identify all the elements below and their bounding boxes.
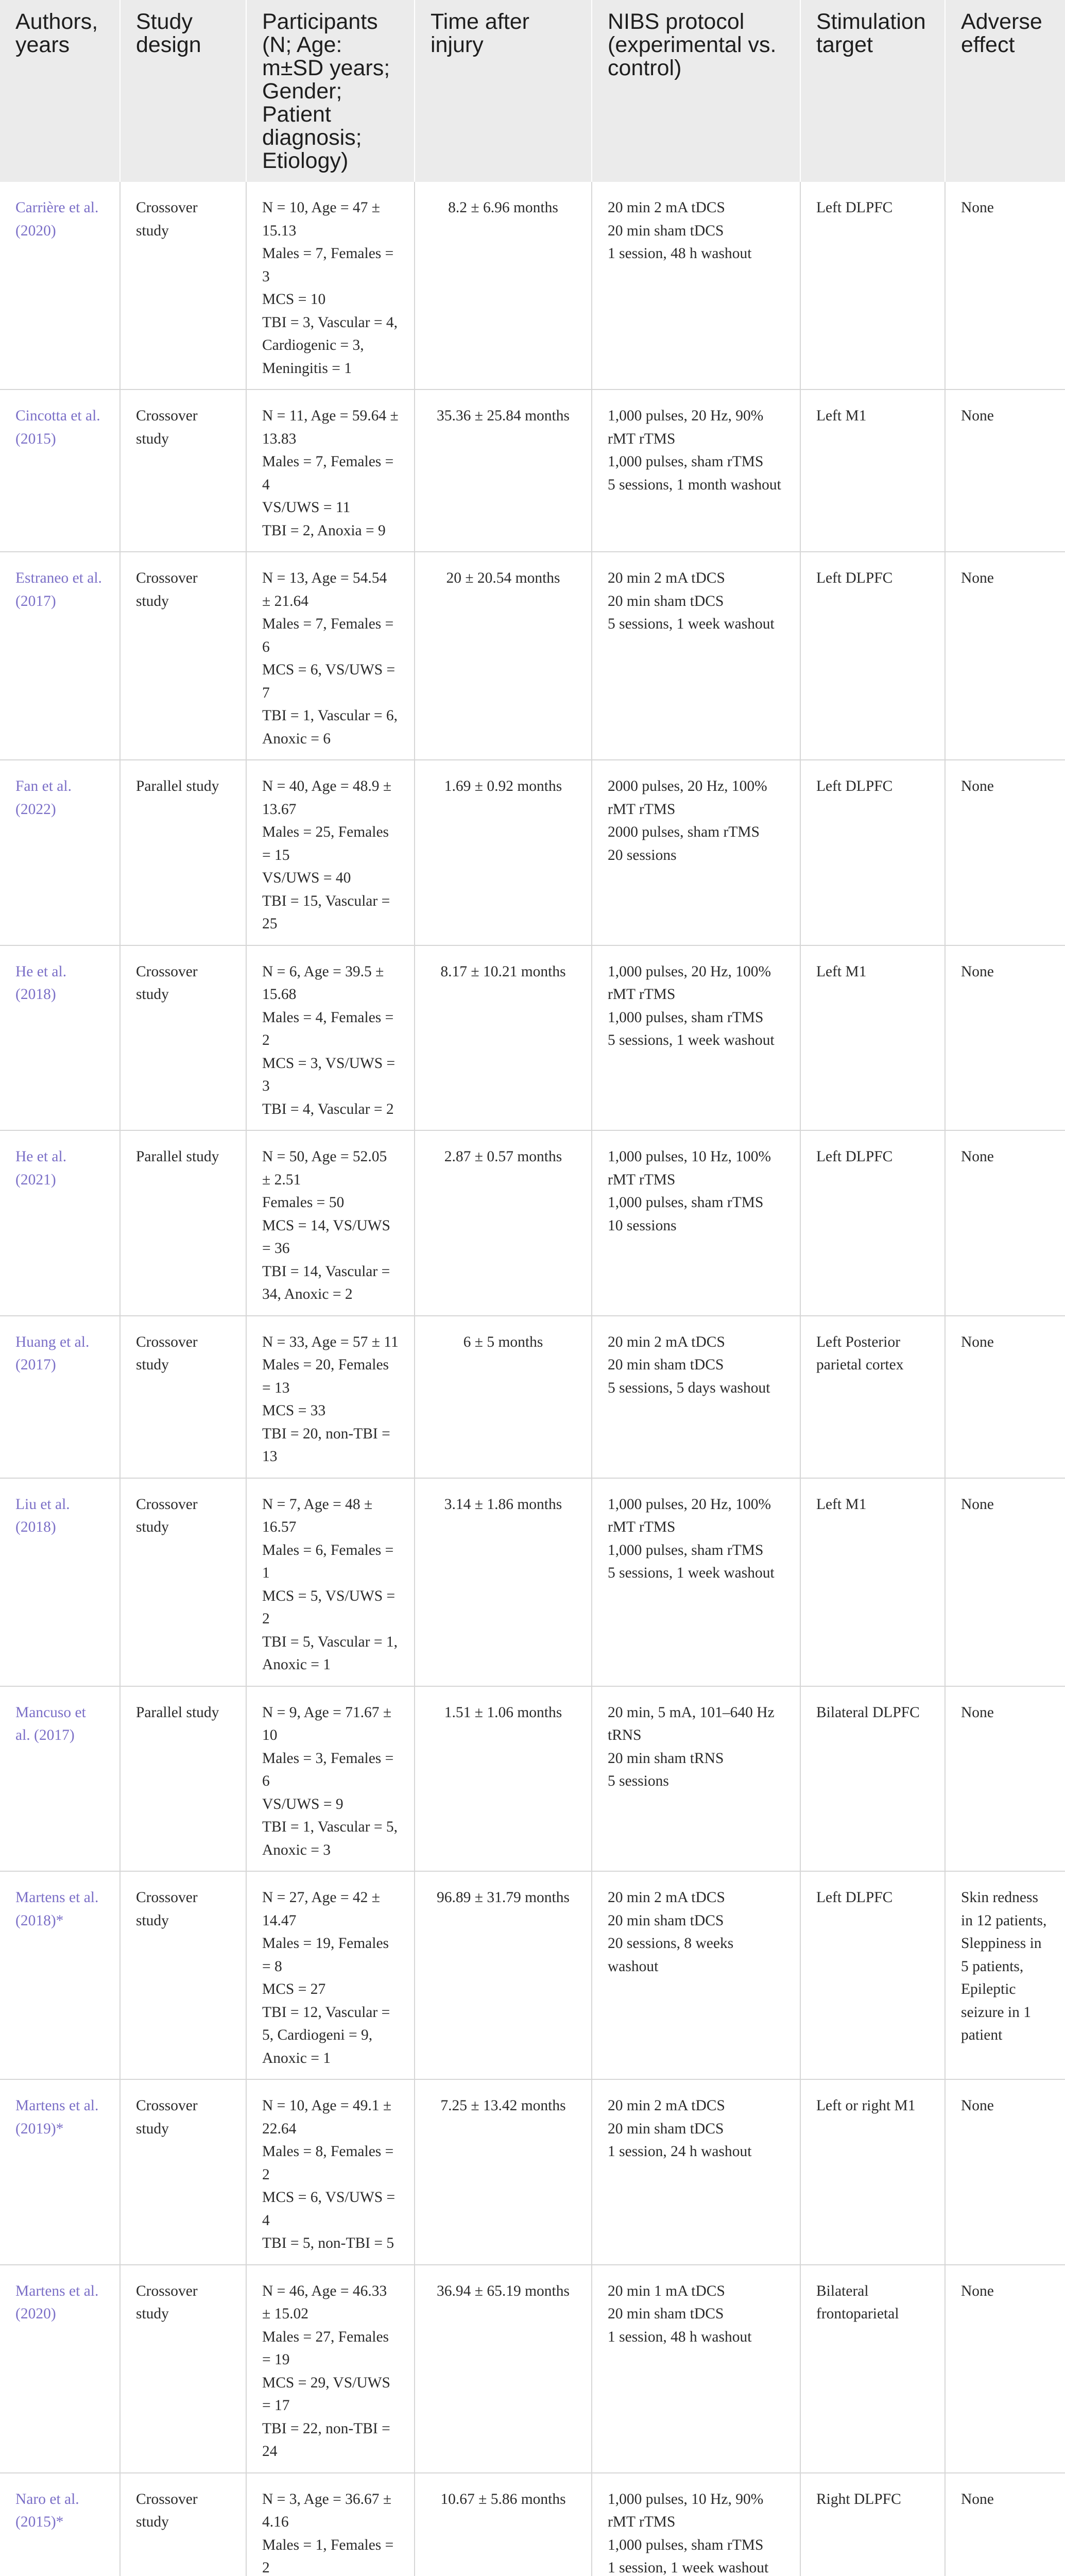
participants-line: N = 40, Age = 48.9 ± 13.67 <box>262 778 392 818</box>
cell-author[interactable]: Fan et al. (2022) <box>0 760 120 945</box>
cell-target: Left M1 <box>800 389 945 552</box>
cell-protocol <box>592 1130 800 1316</box>
participants-line: N = 11, Age = 59.64 ± 13.83 <box>262 408 399 447</box>
participants-line: TBI = 5, non-TBI = 5 <box>262 2235 394 2251</box>
participants-line: VS/UWS = 9 <box>262 1795 343 1812</box>
participants-line: N = 3, Age = 36.67 ± 4.16 <box>262 2490 392 2530</box>
participants-line: Females = 50 <box>262 1194 345 1211</box>
adverse-line: None <box>961 570 994 586</box>
header-row <box>0 0 1065 182</box>
protocol-line: 20 sessions, 8 weeks washout <box>608 1935 734 1975</box>
adverse-line: Epileptic seizure in 1 patient <box>961 1981 1031 2043</box>
protocol-line: 1,000 pulses, sham rTMS <box>608 2536 764 2553</box>
cell-protocol <box>592 182 800 389</box>
cell-target: Left DLPFC <box>800 760 945 945</box>
cell-author[interactable]: Martens et al. (2019)* <box>0 2079 120 2265</box>
cell-design: Parallel study <box>120 1130 246 1316</box>
protocol-line: 20 min sham tRNS <box>608 1750 724 1767</box>
participants-line: MCS = 10 <box>262 291 326 308</box>
participants-line: N = 13, Age = 54.54 ± 21.64 <box>262 570 387 609</box>
participants-line: Males = 27, Females = 19 <box>262 2328 389 2368</box>
participants-line: MCS = 6, VS/UWS = 4 <box>262 2189 396 2229</box>
participants-line: Males = 7, Females = 6 <box>262 616 394 655</box>
cell-protocol <box>592 2265 800 2473</box>
participants-line: Males = 4, Females = 2 <box>262 1009 394 1048</box>
cell-author[interactable]: Martens et al. (2020) <box>0 2265 120 2473</box>
protocol-line: 20 min sham tDCS <box>608 2120 724 2137</box>
cell-adverse <box>945 945 1065 1131</box>
cell-protocol <box>592 552 800 760</box>
participants-line: N = 10, Age = 49.1 ± 22.64 <box>262 2097 392 2137</box>
adverse-line: Sleppiness in 5 patients, <box>961 1935 1042 1975</box>
cell-author[interactable]: Huang et al. (2017) <box>0 1316 120 1478</box>
cell-participants <box>246 1871 415 2079</box>
protocol-line: 2000 pulses, sham rTMS <box>608 824 760 840</box>
cell-design: Crossover study <box>120 1478 246 1686</box>
adverse-line: Skin redness in 12 patients, <box>961 1889 1047 1929</box>
header-adverse: Adverse effect <box>945 0 1065 182</box>
adverse-line: None <box>961 408 994 424</box>
cell-design: Crossover study <box>120 552 246 760</box>
protocol-line: 2000 pulses, 20 Hz, 100% rMT rTMS <box>608 778 767 818</box>
participants-line: MCS = 5, VS/UWS = 2 <box>262 1587 396 1627</box>
participants-line: N = 46, Age = 46.33 ± 15.02 <box>262 2282 387 2322</box>
cell-protocol <box>592 1686 800 1872</box>
protocol-line: 20 min 2 mA tDCS <box>608 570 725 586</box>
protocol-line: 5 sessions, 1 week washout <box>608 1565 775 1581</box>
participants-line: N = 7, Age = 48 ± 16.57 <box>262 1496 373 1535</box>
cell-time: 20 ± 20.54 months <box>415 552 592 760</box>
protocol-line: 20 min sham tDCS <box>608 222 724 239</box>
cell-design: Crossover study <box>120 182 246 389</box>
table-row <box>0 2265 1065 2473</box>
participants-line: Males = 3, Females = 6 <box>262 1750 394 1789</box>
protocol-line: 5 sessions, 1 month washout <box>608 476 781 493</box>
adverse-line: None <box>961 963 994 980</box>
participants-line: Males = 7, Females = 4 <box>262 453 394 493</box>
protocol-line: 1,000 pulses, 20 Hz, 100% rMT rTMS <box>608 963 771 1003</box>
protocol-line: 20 min sham tDCS <box>608 2306 724 2322</box>
protocol-line: 20 min 1 mA tDCS <box>608 2282 725 2299</box>
cell-design: Crossover study <box>120 389 246 552</box>
cell-adverse <box>945 1130 1065 1316</box>
protocol-line: 20 min 2 mA tDCS <box>608 1333 725 1350</box>
cell-participants <box>246 182 415 389</box>
protocol-line: 20 sessions <box>608 846 677 863</box>
participants-line: N = 33, Age = 57 ± 11 <box>262 1333 399 1350</box>
cell-author[interactable]: He et al. (2018) <box>0 945 120 1131</box>
participants-line: TBI = 20, non-TBI = 13 <box>262 1425 390 1465</box>
cell-target: Left or right M1 <box>800 2079 945 2265</box>
cell-target: Left Posterior parietal cortex <box>800 1316 945 1478</box>
protocol-line: 10 sessions <box>608 1217 677 1234</box>
participants-line: N = 50, Age = 52.05 ± 2.51 <box>262 1148 387 1188</box>
protocol-line: 20 min sham tDCS <box>608 1912 724 1929</box>
participants-line: N = 27, Age = 42 ± 14.47 <box>262 1889 380 1929</box>
header-target: Stimulation target <box>800 0 945 182</box>
protocol-line: 1,000 pulses, sham rTMS <box>608 453 764 470</box>
protocol-line: 5 sessions, 1 week washout <box>608 616 775 632</box>
protocol-line: 20 min 2 mA tDCS <box>608 1889 725 1906</box>
participants-line: Males = 1, Females = 2 <box>262 2536 394 2576</box>
protocol-line: 1 session, 48 h washout <box>608 245 752 262</box>
cell-target: Left DLPFC <box>800 182 945 389</box>
cell-participants <box>246 1130 415 1316</box>
participants-line: MCS = 14, VS/UWS = 36 <box>262 1217 390 1257</box>
cell-adverse <box>945 1478 1065 1686</box>
participants-line: MCS = 29, VS/UWS = 17 <box>262 2374 390 2414</box>
adverse-line: None <box>961 2490 994 2507</box>
cell-adverse <box>945 1686 1065 1872</box>
table-row <box>0 1478 1065 1686</box>
participants-line: TBI = 5, Vascular = 1, Anoxic = 1 <box>262 1633 398 1673</box>
participants-line: MCS = 6, VS/UWS = 7 <box>262 662 396 701</box>
cell-protocol <box>592 945 800 1131</box>
cell-time: 8.17 ± 10.21 months <box>415 945 592 1131</box>
cell-time: 3.14 ± 1.86 months <box>415 1478 592 1686</box>
cell-protocol <box>592 2079 800 2265</box>
protocol-line: 1,000 pulses, sham rTMS <box>608 1541 764 1558</box>
protocol-line: 1,000 pulses, sham rTMS <box>608 1009 764 1026</box>
participants-line: Males = 25, Females = 15 <box>262 824 389 863</box>
participants-line: TBI = 1, Vascular = 5, Anoxic = 3 <box>262 1819 398 1858</box>
cell-author[interactable]: Naro et al. (2015)* <box>0 2473 120 2576</box>
cell-time: 8.2 ± 6.96 months <box>415 182 592 389</box>
cell-participants <box>246 1316 415 1478</box>
cell-adverse <box>945 552 1065 760</box>
participants-line: Males = 7, Females = 3 <box>262 245 394 285</box>
cell-target: Left M1 <box>800 945 945 1131</box>
cell-protocol <box>592 760 800 945</box>
participants-line: TBI = 3, Vascular = 4, Cardiogenic = 3, Meningitis = 1 <box>262 314 398 377</box>
participants-line: TBI = 2, Anoxia = 9 <box>262 522 386 539</box>
header-time: Time after injury <box>415 0 592 182</box>
cell-design: Crossover study <box>120 2079 246 2265</box>
table-row <box>0 389 1065 552</box>
participants-line: TBI = 22, non-TBI = 24 <box>262 2420 390 2460</box>
participants-line: MCS = 33 <box>262 1402 326 1419</box>
adverse-line: None <box>961 778 994 794</box>
protocol-line: 1,000 pulses, 20 Hz, 90% rMT rTMS <box>608 408 764 447</box>
participants-line: Males = 8, Females = 2 <box>262 2143 394 2183</box>
cell-author[interactable]: He et al. (2021) <box>0 1130 120 1316</box>
cell-adverse <box>945 182 1065 389</box>
participants-line: TBI = 14, Vascular = 34, Anoxic = 2 <box>262 1263 390 1302</box>
adverse-line: None <box>961 1496 994 1513</box>
protocol-line: 20 min 2 mA tDCS <box>608 199 725 216</box>
table-row <box>0 1130 1065 1316</box>
cell-target: Left DLPFC <box>800 552 945 760</box>
protocol-line: 5 sessions, 1 week washout <box>608 1032 775 1048</box>
cell-protocol <box>592 1871 800 2079</box>
protocol-line: 1,000 pulses, sham rTMS <box>608 1194 764 1211</box>
participants-line: N = 9, Age = 71.67 ± 10 <box>262 1704 392 1743</box>
cell-design: Crossover study <box>120 2265 246 2473</box>
table-row <box>0 760 1065 945</box>
participants-line: TBI = 4, Vascular = 2 <box>262 1100 394 1117</box>
table-row <box>0 1871 1065 2079</box>
cell-time: 10.67 ± 5.86 months <box>415 2473 592 2576</box>
adverse-line: None <box>961 2097 994 2114</box>
adverse-line: None <box>961 1704 994 1721</box>
cell-design: Crossover study <box>120 1316 246 1478</box>
cell-protocol <box>592 2473 800 2576</box>
cell-target: Left DLPFC <box>800 1871 945 2079</box>
protocol-line: 20 min 2 mA tDCS <box>608 2097 725 2114</box>
participants-line: VS/UWS = 11 <box>262 499 351 516</box>
cell-target: Left M1 <box>800 1478 945 1686</box>
table-row <box>0 2079 1065 2265</box>
protocol-line: 1 session, 1 week washout <box>608 2560 769 2576</box>
participants-line: TBI = 1, Vascular = 6, Anoxic = 6 <box>262 707 398 747</box>
participants-line: TBI = 12, Vascular = 5, Cardiogeni = 9, Anoxic = 1 <box>262 2004 390 2066</box>
header-participants: Participants (N; Age: m±SD years; Gender; Patient diagnosis; Etiology) <box>246 0 415 182</box>
protocol-line: 1 session, 48 h washout <box>608 2328 752 2345</box>
cell-time: 36.94 ± 65.19 months <box>415 2265 592 2473</box>
cell-author[interactable]: Estraneo et al. (2017) <box>0 552 120 760</box>
cell-design: Crossover study <box>120 1871 246 2079</box>
cell-design: Parallel study <box>120 760 246 945</box>
cell-participants <box>246 389 415 552</box>
cell-adverse <box>945 2473 1065 2576</box>
cell-time: 96.89 ± 31.79 months <box>415 1871 592 2079</box>
table-row <box>0 1686 1065 1872</box>
adverse-line: None <box>961 1148 994 1165</box>
adverse-line: None <box>961 1333 994 1350</box>
table-row <box>0 552 1065 760</box>
cell-participants <box>246 552 415 760</box>
cell-adverse <box>945 1871 1065 2079</box>
participants-line: MCS = 3, VS/UWS = 3 <box>262 1055 396 1094</box>
participants-line: N = 10, Age = 47 ± 15.13 <box>262 199 380 239</box>
table-row <box>0 1316 1065 1478</box>
cell-target: Left DLPFC <box>800 1130 945 1316</box>
participants-line: Males = 19, Females = 8 <box>262 1935 389 1975</box>
cell-author[interactable]: Carrière et al. (2020) <box>0 182 120 389</box>
protocol-line: 20 min sham tDCS <box>608 1357 724 1373</box>
adverse-line: None <box>961 199 994 216</box>
cell-time: 2.87 ± 0.57 months <box>415 1130 592 1316</box>
cell-protocol <box>592 1316 800 1478</box>
cell-time: 1.51 ± 1.06 months <box>415 1686 592 1872</box>
participants-line: Males = 6, Females = 1 <box>262 1541 394 1581</box>
cell-adverse <box>945 1316 1065 1478</box>
cell-participants <box>246 2079 415 2265</box>
cell-adverse <box>945 760 1065 945</box>
cell-time: 6 ± 5 months <box>415 1316 592 1478</box>
cell-design: Crossover study <box>120 2473 246 2576</box>
cell-adverse <box>945 389 1065 552</box>
protocol-line: 20 min sham tDCS <box>608 592 724 609</box>
cell-author[interactable]: Liu et al. (2018) <box>0 1478 120 1686</box>
cell-time: 7.25 ± 13.42 months <box>415 2079 592 2265</box>
table-body <box>0 182 1065 2576</box>
adverse-line: None <box>961 2282 994 2299</box>
cell-design: Crossover study <box>120 945 246 1131</box>
protocol-line: 1,000 pulses, 10 Hz, 90% rMT rTMS <box>608 2490 764 2530</box>
cell-target: Bilateral frontoparietal <box>800 2265 945 2473</box>
cell-author[interactable]: Cincotta et al. (2015) <box>0 389 120 552</box>
cell-time: 1.69 ± 0.92 months <box>415 760 592 945</box>
protocol-line: 5 sessions <box>608 1773 669 1789</box>
participants-line: Males = 20, Females = 13 <box>262 1357 389 1396</box>
cell-adverse <box>945 2265 1065 2473</box>
protocol-line: 1,000 pulses, 20 Hz, 100% rMT rTMS <box>608 1496 771 1535</box>
participants-line: MCS = 27 <box>262 1981 326 1997</box>
cell-author[interactable]: Mancuso et al. (2017) <box>0 1686 120 1872</box>
cell-adverse <box>945 2079 1065 2265</box>
header-design: Study design <box>120 0 246 182</box>
cell-participants <box>246 1686 415 1872</box>
table-header <box>0 0 1065 182</box>
participants-line: TBI = 15, Vascular = 25 <box>262 892 390 932</box>
cell-participants <box>246 2473 415 2576</box>
cell-design: Parallel study <box>120 1686 246 1872</box>
header-protocol: NIBS protocol (experimental vs. control) <box>592 0 800 182</box>
cell-protocol <box>592 1478 800 1686</box>
cell-participants <box>246 2265 415 2473</box>
participants-line: N = 6, Age = 39.5 ± 15.68 <box>262 963 384 1003</box>
protocol-line: 5 sessions, 5 days washout <box>608 1379 770 1396</box>
cell-target: Bilateral DLPFC <box>800 1686 945 1872</box>
header-authors: Authors, years <box>0 0 120 182</box>
participants-line: VS/UWS = 40 <box>262 870 351 886</box>
protocol-line: 1 session, 24 h washout <box>608 2143 752 2160</box>
cell-participants <box>246 945 415 1131</box>
protocol-line: 20 min, 5 mA, 101–640 Hz tRNS <box>608 1704 775 1743</box>
cell-protocol <box>592 389 800 552</box>
table-row <box>0 945 1065 1131</box>
cell-author[interactable]: Martens et al. (2018)* <box>0 1871 120 2079</box>
cell-participants <box>246 760 415 945</box>
table-row <box>0 2473 1065 2576</box>
cell-time: 35.36 ± 25.84 months <box>415 389 592 552</box>
cell-target: Right DLPFC <box>800 2473 945 2576</box>
cell-participants <box>246 1478 415 1686</box>
protocol-line: 1,000 pulses, 10 Hz, 100% rMT rTMS <box>608 1148 771 1188</box>
table-row <box>0 182 1065 389</box>
